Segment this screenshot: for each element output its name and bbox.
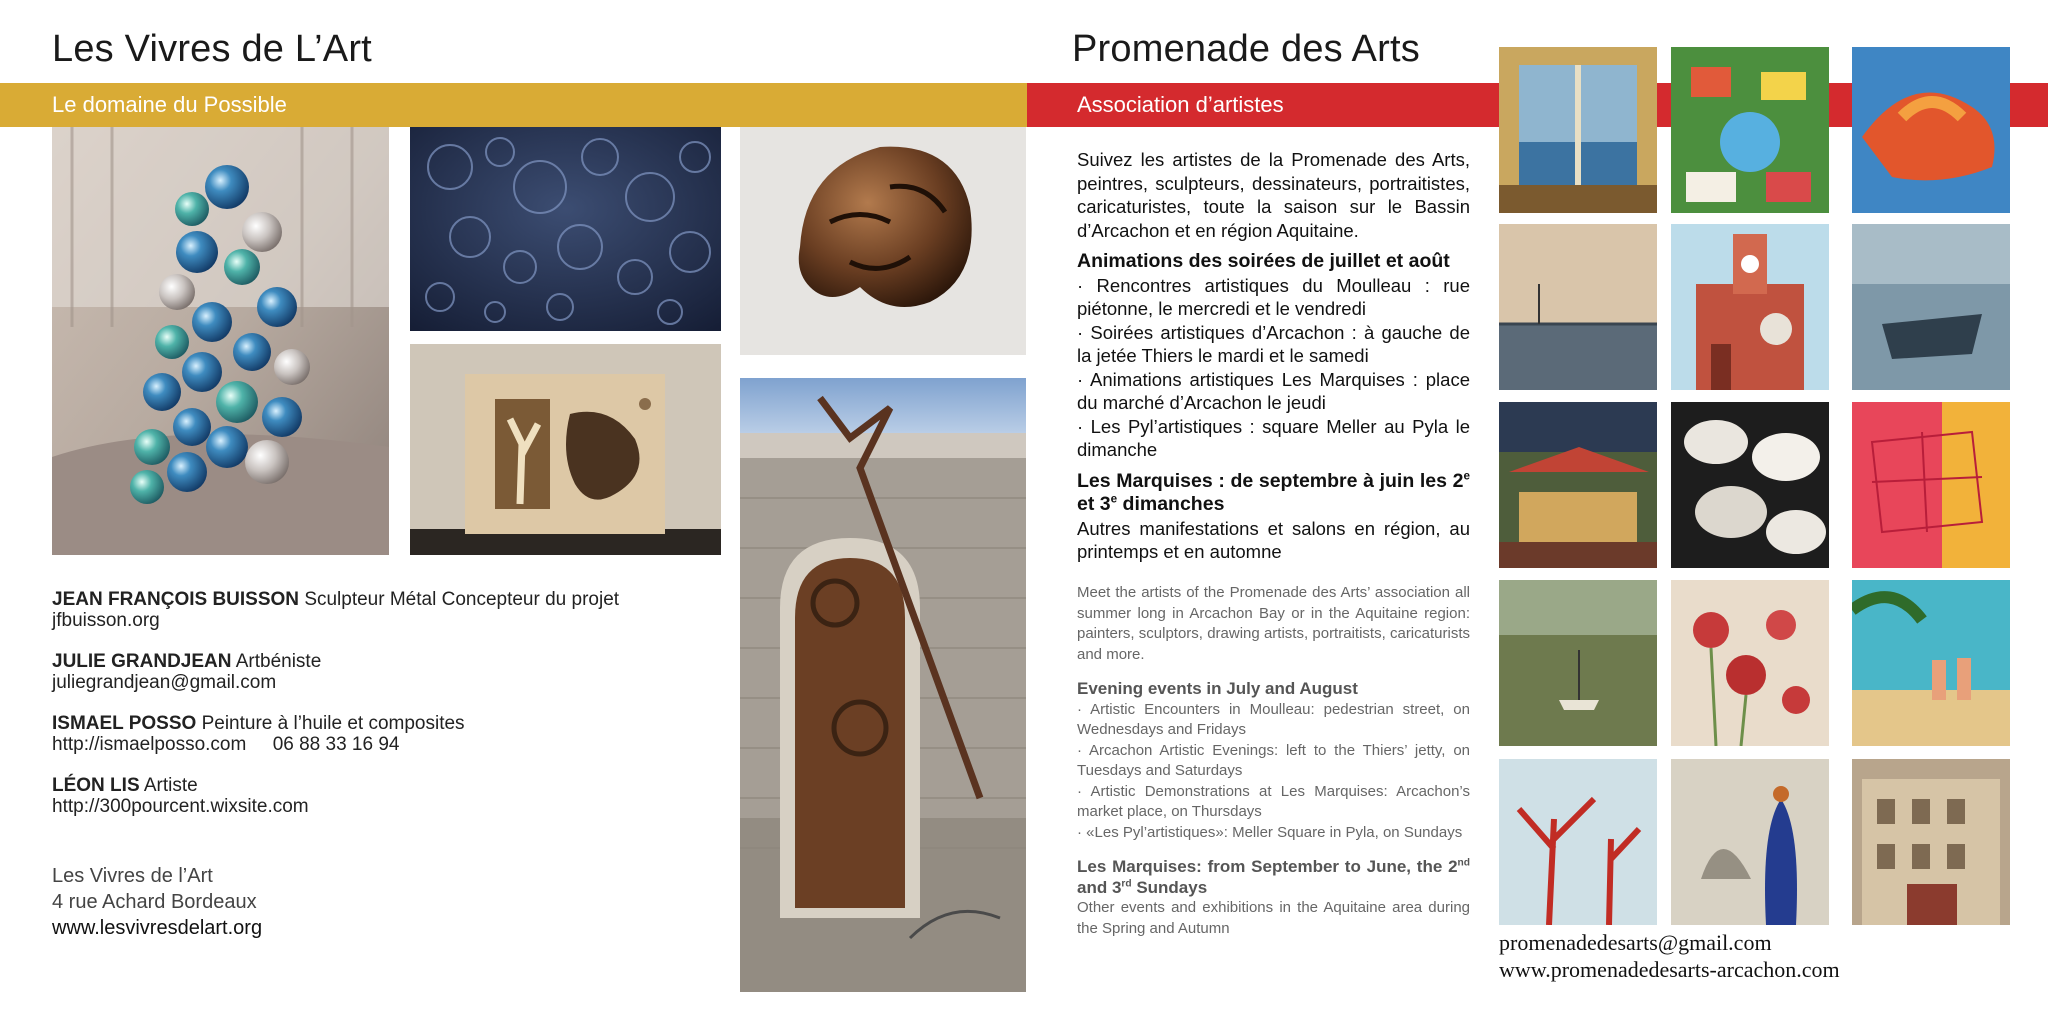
fr-event-item: · Les Pyl’artistiques : square Meller au Pyla le dimanche [1077,415,1470,460]
en-event-item: · «Les Pyl’artistiques»: Meller Square in Pyla, on Sundays [1077,823,1463,841]
painting-boat [1852,224,2010,390]
painting-abstract-orange [1852,47,2010,213]
painting-town-square [1671,47,1829,213]
painting-pink-lines [1852,402,2010,568]
painting-oyster-shells [1671,402,1829,568]
right-page-title: Promenade des Arts [1072,28,1420,70]
contact-block [1499,929,1840,983]
email-link[interactable]: promenadedesarts@gmail.com [1499,930,1772,955]
painting-sailboat [1499,580,1657,746]
fr-other-events: Autres manifestations et salons en région, au printemps et en automne [1077,517,1470,562]
fr-event-item: · Animations artistiques Les Marquises : place du marché d’Arcachon le jeudi [1077,368,1470,413]
metal-door-photo [740,378,1026,992]
en-intro: Meet the artists of the Promenade des Arts’ association all summer long in Arcachon Bay or in the Aquitaine region: painters, sculptors, drawing artists, portraitists, caricaturists and more. [1077,584,1470,663]
artist-role: Artbéniste [235,651,322,672]
painting-beach-figures [1852,580,2010,746]
fr-marquises-title: Les Marquises : de septembre à juin les 2e et 3e dimanches [1077,469,1470,515]
painting-red-trees [1499,759,1657,925]
en-event-item: · Artistic Demonstrations at Les Marquises: Arcachon’s market place, on Thursdays [1077,782,1470,820]
artist-name: JEAN FRANÇOIS BUISSON [52,589,300,610]
address-street: 4 rue Achard Bordeaux [52,891,257,913]
left-header-band [0,83,1027,127]
artist-role: Sculpteur Métal Concepteur du projet [304,589,620,610]
painting-window-view [1499,47,1657,213]
en-event-item: · Arcachon Artistic Evenings: left to the Thiers’ jetty, on Tuesdays and Saturdays [1077,741,1470,779]
wood-carving-photo [410,344,721,555]
artist-contact: juliegrandjean@gmail.com [52,672,277,693]
painting-blue-bird-sculpture [1671,759,1829,925]
artist-contact: http://300pourcent.wixsite.com [52,796,309,817]
artist-role: Peinture à l’huile et composites [201,713,465,734]
en-event-item: · Artistic Encounters in Moulleau: pedestrian street, on Wednesdays and Fridays [1077,700,1470,738]
painting-church [1671,224,1829,390]
painting-poppies [1671,580,1829,746]
en-marquises-title: Les Marquises: from September to June, the 2nd and 3rd Sundays [1077,857,1470,897]
website-link[interactable]: www.lesvivresdelart.org [52,917,263,939]
artist-name: JULIE GRANDJEAN [52,651,232,672]
artist-role: Artiste [143,775,198,796]
left-page-title: Les Vivres de L’Art [52,28,372,70]
english-text-block [1077,583,1470,939]
painting-cafe-terrace [1499,402,1657,568]
fr-events-title: Animations des soirées de juillet et août [1077,250,1450,272]
fr-event-item: · Soirées artistiques d’Arcachon : à gauche de la jetée Thiers le mardi et le samedi [1077,321,1470,366]
artist-entry-lis [52,775,309,817]
bubbles-photo [410,127,721,331]
artist-contact: jfbuisson.org [52,610,160,631]
left-band-label: Le domaine du Possible [52,92,287,117]
artist-entry-buisson [52,589,619,631]
website-link[interactable]: www.promenadedesarts-arcachon.com [1499,957,1840,982]
french-text-block [1077,148,1470,564]
fr-intro: Suivez les artistes de la Promenade des Arts, peintres, sculpteurs, dessinateurs, portraitistes, caricaturistes, toute la saison sur le Bassin d’Arcachon et en région Aquitaine. [1077,149,1470,241]
artist-entry-grandjean [52,651,321,693]
en-other-events: Other events and exhibitions in the Aquitaine area during the Spring and Autumn [1077,899,1470,937]
right-band-label: Association d’artistes [1077,92,1284,117]
en-events-title: Evening events in July and August [1077,679,1358,698]
artist-entry-posso [52,713,465,755]
glass-sculpture-photo [52,127,389,555]
address-name: Les Vivres de l’Art [52,865,213,887]
painting-building-facade [1852,759,2010,925]
bronze-sculpture-photo [740,127,1026,355]
address-block [52,863,262,941]
painting-seascape-dusk [1499,224,1657,390]
artist-contact: http://ismaelposso.com 06 88 33 16 94 [52,734,400,755]
fr-event-item: · Rencontres artistiques du Moulleau : rue piétonne, le mercredi et le vendredi [1077,274,1470,319]
artist-name: LÉON LIS [52,775,140,796]
artist-name: ISMAEL POSSO [52,713,197,734]
